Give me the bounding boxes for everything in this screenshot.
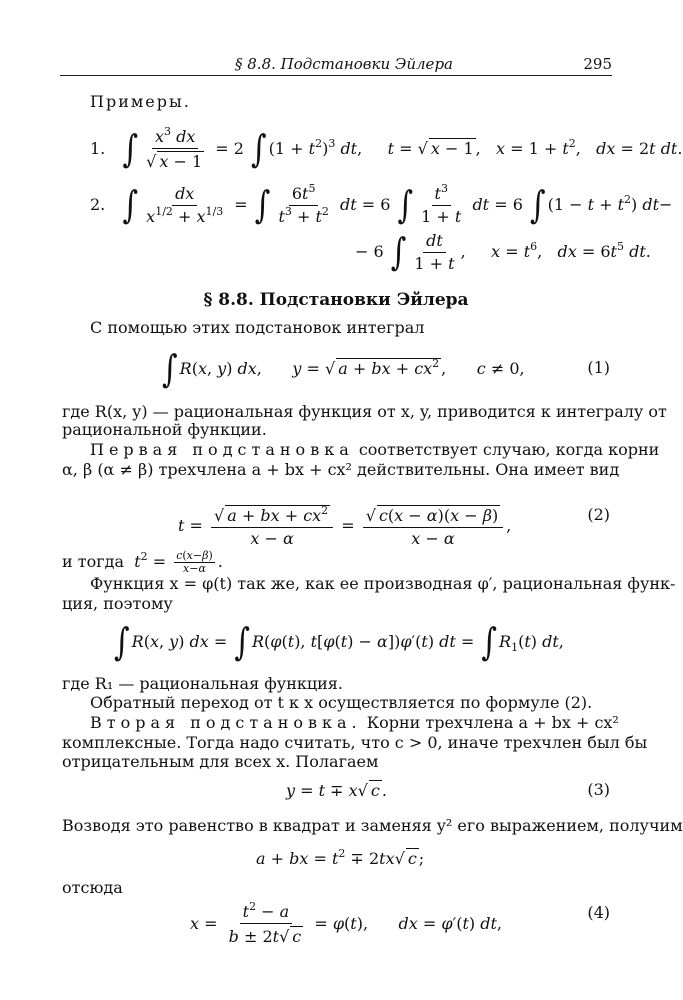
running-header	[60, 55, 612, 76]
paragraph-7: Обратный переход от t к x осуществляется по формуле (2).	[90, 693, 593, 712]
first-substitution-label: Первая подстановка	[90, 440, 354, 459]
second-substitution-label: Вторая подстановка.	[90, 713, 362, 732]
paragraph-3-line2: α, β (α ≠ β) трехчлена a + bx + cx² действительны. Она имеет вид	[62, 460, 620, 479]
page-number: 295	[583, 55, 612, 73]
paragraph-8-line1	[90, 713, 619, 733]
header-title: § 8.8. Подстановки Эйлера	[235, 55, 453, 73]
paragraph-3-line1	[90, 440, 659, 460]
equation-3: y = t ∓ x√ c .	[286, 781, 387, 800]
equation-2-number: (2)	[587, 505, 610, 524]
example-2-line1: 2. ∫ $\frac{dx}{x^{1/2} + x^{1/3}}$ = ∫ $\frac{6t^5}{t^3 + t^2}$ dt = 6 ∫ $\frac{t^3}{1 + t}$ dt = 6 ∫ $(1 - t + t^2)$ dt−	[90, 181, 673, 227]
squared-equation: a + bx = $t^2 \mp 2tx√$ c ;	[256, 846, 425, 868]
paragraph-8-rest: Корни трехчлена a + bx + cx²	[361, 713, 619, 732]
example-2-line2: − 6 ∫ $\frac{dt}{1 + t}$ , $x = t^6$, dx = $6t^5$ dt.	[355, 230, 651, 274]
equation-1: ∫ R(x, y) dx, y = √ a + bx + $cx^2$ , c ≠ 0,	[162, 347, 525, 391]
paragraph-9: Возводя это равенство в квадрат и заменяя y² его выражением, получим	[62, 816, 683, 835]
example-2-number: 2.	[90, 195, 106, 214]
example-1: 1. ∫ $\frac{x^3 dx}{√ x - 1}$ = 2 ∫ $(1 + t^2)^3$ dt, t = √ x − 1 , $x = 1 + t^2$, dx = 2t dt.	[90, 124, 683, 171]
equation-3-number: (3)	[587, 780, 610, 799]
example-1-number: 1.	[90, 139, 106, 158]
examples-label: Примеры.	[90, 92, 191, 111]
paragraph-5-line2: ция, поэтому	[62, 594, 173, 613]
section-title: § 8.8. Подстановки Эйлера	[203, 290, 469, 310]
paragraph-8-line2: комплексные. Тогда надо считать, что c > 0, иначе трехчлен был бы	[62, 733, 648, 752]
equation-1-number: (1)	[587, 358, 610, 377]
paragraph-5-line1: Функция x = φ(t) так же, как ее производная φ′, рациональная функ-	[90, 574, 676, 593]
paragraph-1: С помощью этих подстановок интеграл	[90, 318, 425, 337]
equation-2: t = $\frac{√ a + bx + cx^2}{x - \alpha}$ = $\frac{√ c(x - \alpha)(x - \beta)}{x - \alpha}$ ,	[178, 503, 512, 548]
paragraph-4: и тогда $t^2$ = $\frac{c(x-\beta)}{x-\alpha}$ .	[62, 549, 223, 575]
paragraph-4-text: и тогда	[62, 552, 125, 571]
paragraph-8-line3: отрицательным для всех x. Полагаем	[62, 752, 379, 771]
paragraph-3-rest: соответствует случаю, когда корни	[353, 440, 660, 459]
equation-4: x = $\frac{t^2 - a}{b \pm 2t√ c}$ = φ(t), dx = φ′(t) dt,	[190, 899, 502, 946]
paragraph-2-line2: рациональной функции.	[62, 420, 267, 439]
paragraph-6: где R₁ — рациональная функция.	[62, 674, 343, 693]
integral-chain: ∫ R(x, y) dx = ∫ R(φ(t), t[φ(t) − α])φ′(t) dt = ∫ $R_1(t)$ dt,	[114, 620, 564, 664]
equation-4-number: (4)	[587, 903, 610, 922]
paragraph-2-line1: где R(x, y) — рациональная функция от x, y, приводится к интегралу от	[62, 402, 667, 421]
paragraph-10: отсюда	[62, 878, 123, 897]
